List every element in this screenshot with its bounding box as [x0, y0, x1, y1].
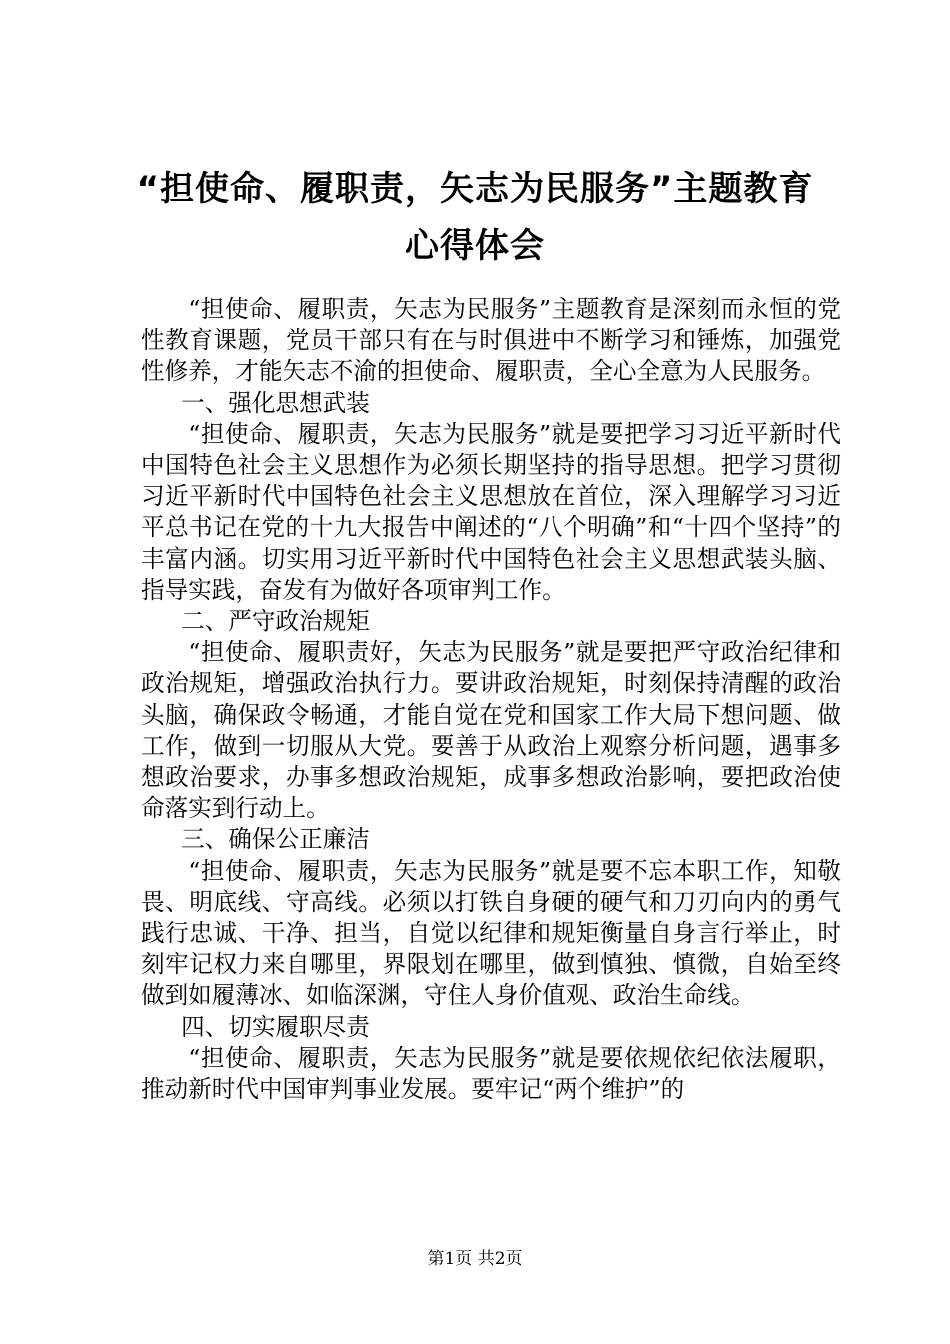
- document-title-line-2: 心得体会: [405, 226, 545, 266]
- section-paragraph-2: “担使命、履职责好，矢志为民服务”就是要把严守政治纪律和政治规矩，增强政治执行力。要讲政治规矩，时刻保持清醒的政治头脑，确保政令畅通，才能自觉在党和国家工作大局下想问题、做工作，做到一切服从大党。要善于从政治上观察分析问题，遇事多想政治要求，办事多想政治规矩，成事多想政治影响，要把政治使命落实到行动上。: [141, 638, 841, 823]
- section-paragraph-1: “担使命、履职责，矢志为民服务”就是要把学习习近平新时代中国特色社会主义思想作为必须长期坚持的指导思想。把学习贯彻习近平新时代中国特色社会主义思想放在首位，深入理解学习习近平总书记在党的十九大报告中阐述的“八个明确”和“十四个坚持”的丰富内涵。切实用习近平新时代中国特色社会主义思想武装头脑、指导实践，奋发有为做好各项审判工作。: [141, 419, 841, 604]
- page-number-footer: 第1页 共2页: [427, 1249, 523, 1269]
- section-heading-1: 一、强化思想武装: [181, 388, 370, 417]
- document-body: [141, 294, 841, 1105]
- section-heading-2: 二、严守政治规矩: [181, 607, 370, 636]
- section-paragraph-4: “担使命、履职责，矢志为民服务”就是要依规依纪依法履职，推动新时代中国审判事业发展。要牢记“两个维护”的: [141, 1043, 841, 1104]
- section-heading-3: 三、确保公正廉洁: [181, 825, 370, 854]
- section-paragraph-3: “担使命、履职责，矢志为民服务”就是要不忘本职工作，知敬畏、明底线、守高线。必须以打铁自身硬的硬气和刀刃向内的勇气践行忠诚、干净、担当，自觉以纪律和规矩衡量自身言行举止，时刻牢记权力来自哪里，界限划在哪里，做到慎独、慎微，自始至终做到如履薄冰、如临深渊，守住人身价值观、政治生命线。: [141, 856, 841, 1010]
- document-title-line-1: “担使命、履职责，矢志为民服务”主题教育: [136, 169, 814, 209]
- intro-paragraph: “担使命、履职责，矢志为民服务”主题教育是深刻而永恒的党性教育课题，党员干部只有在与时俱进中不断学习和锤炼，加强党性修养，才能矢志不渝的担使命、履职责，全心全意为人民服务。: [141, 295, 841, 386]
- section-heading-4: 四、切实履职尽责: [181, 1012, 370, 1041]
